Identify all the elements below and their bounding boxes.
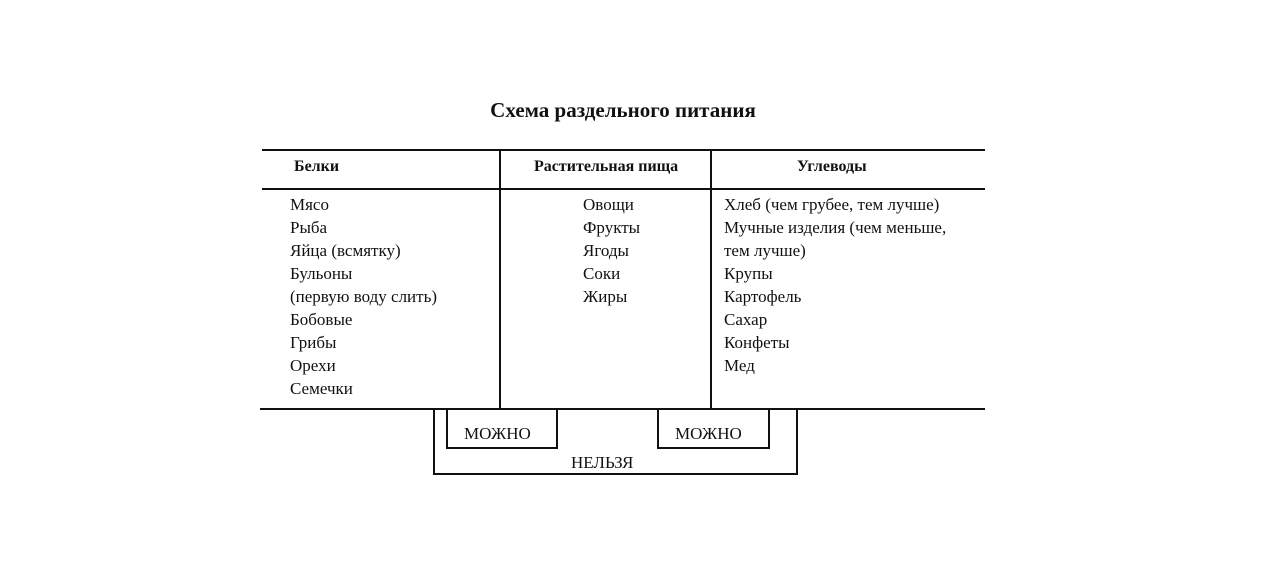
table-header-rule <box>262 188 985 190</box>
list-item: тем лучше) <box>724 241 806 260</box>
list-item: Овощи <box>583 195 634 214</box>
forbidden-connector-right <box>796 409 798 474</box>
list-item: Бобовые <box>290 310 353 329</box>
column-header-carbohydrates: Углеводы <box>797 158 867 175</box>
list-item: Фрукты <box>583 218 641 237</box>
allowed-left-connector-left <box>446 409 448 448</box>
forbidden-connector-bottom <box>433 473 798 475</box>
list-item: Ягоды <box>583 241 629 260</box>
list-item: Конфеты <box>724 333 790 352</box>
proteins-list <box>290 193 437 400</box>
list-item: Мучные изделия (чем меньше, <box>724 218 947 237</box>
allowed-left-connector-right <box>556 409 558 448</box>
plant-food-list <box>583 193 640 308</box>
list-item: Семечки <box>290 379 353 398</box>
diagram-title: Схема раздельного питания <box>490 98 756 122</box>
column-divider-left <box>499 149 501 410</box>
allowed-left-connector-bottom <box>446 447 558 449</box>
list-item: Жиры <box>583 287 628 306</box>
list-item: Бульоны <box>290 264 353 283</box>
forbidden-connector-left <box>433 409 435 474</box>
list-item: Крупы <box>724 264 773 283</box>
table-bottom-rule <box>260 408 985 410</box>
list-item: Мясо <box>290 195 329 214</box>
allowed-left-label: МОЖНО <box>464 424 531 443</box>
column-header-plant-food: Растительная пища <box>534 158 679 175</box>
list-item: Сахар <box>724 310 768 329</box>
column-divider-right <box>710 149 712 410</box>
list-item: Грибы <box>290 333 337 352</box>
list-item: Соки <box>583 264 621 283</box>
carbohydrates-list <box>724 193 946 377</box>
list-item: Яйца (всмятку) <box>290 241 401 260</box>
list-item: (первую воду слить) <box>290 287 437 306</box>
list-item: Рыба <box>290 218 328 237</box>
list-item: Мед <box>724 356 755 375</box>
allowed-right-connector-bottom <box>657 447 770 449</box>
list-item: Орехи <box>290 356 336 375</box>
allowed-right-connector-right <box>768 409 770 448</box>
list-item: Картофель <box>724 287 802 306</box>
table-top-rule <box>262 149 985 151</box>
allowed-right-label: МОЖНО <box>675 424 742 443</box>
column-header-proteins: Белки <box>294 158 340 175</box>
forbidden-label: НЕЛЬЗЯ <box>571 453 634 472</box>
list-item: Хлеб (чем грубее, тем лучше) <box>724 195 940 214</box>
allowed-right-connector-left <box>657 409 659 448</box>
